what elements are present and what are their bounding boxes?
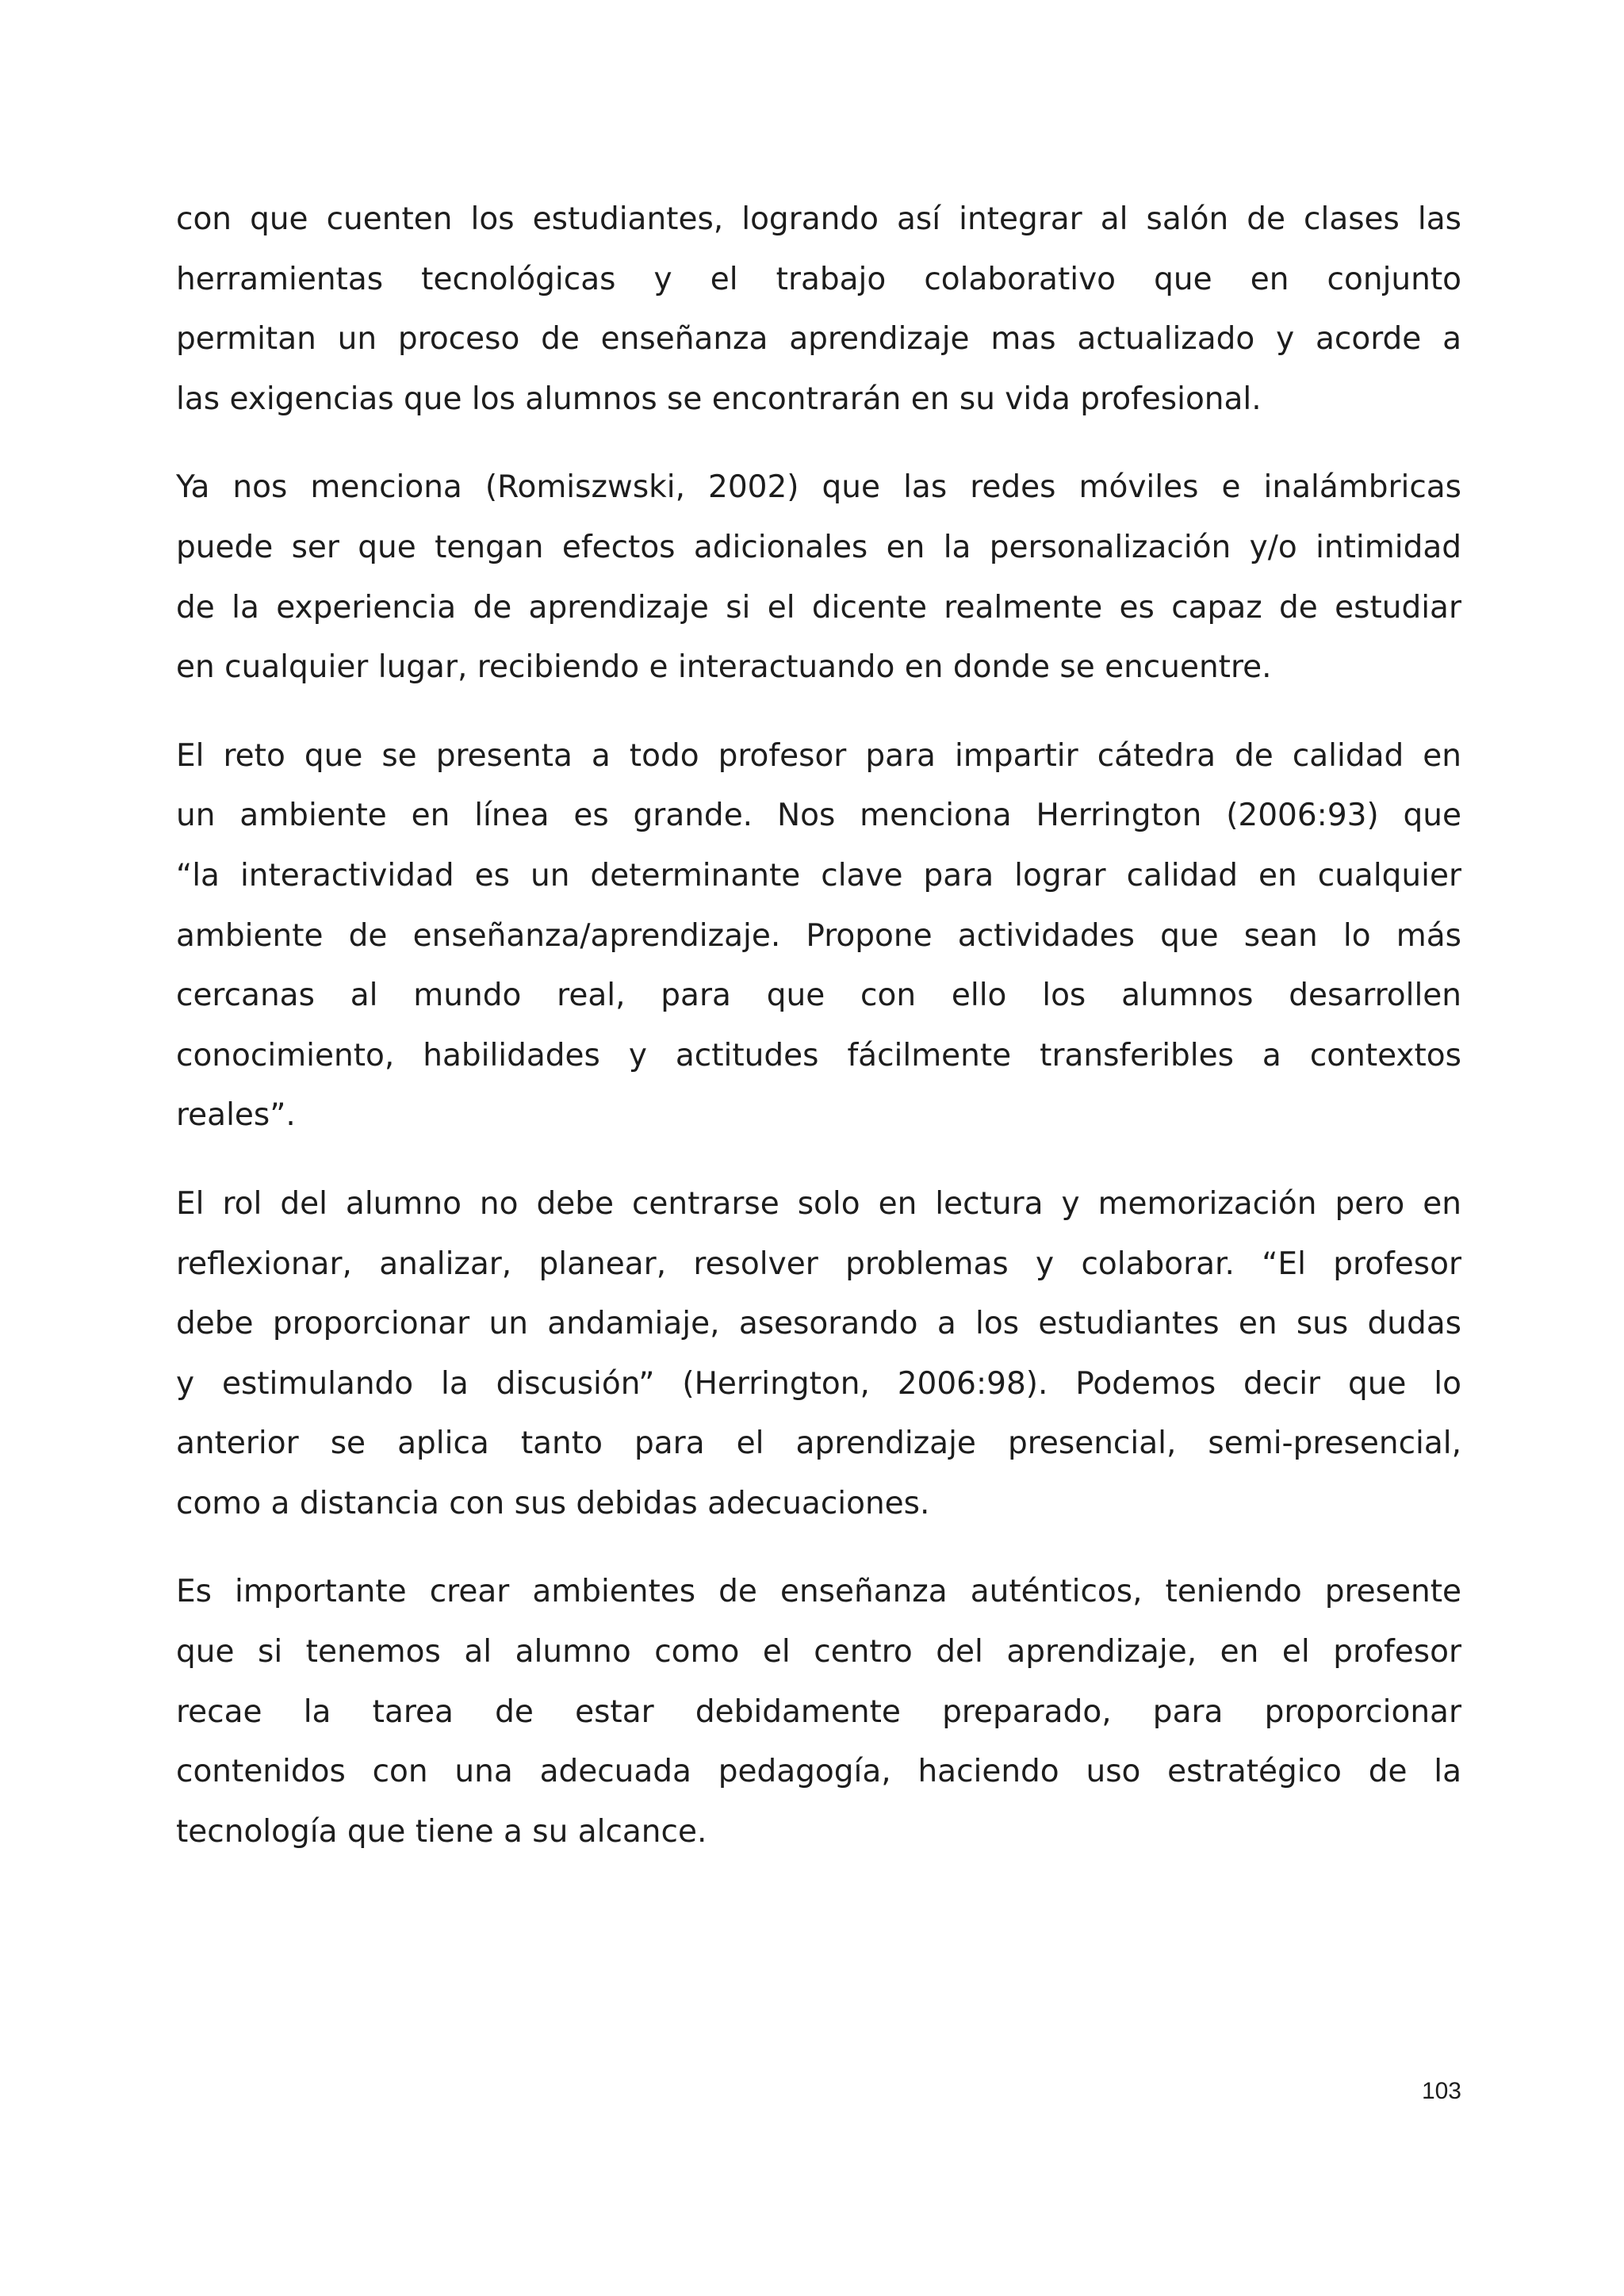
- text-line: con que cuenten los estudiantes, logrando así integrar al salón de clases las: [176, 201, 1461, 237]
- text-line: Ya nos menciona (Romiszwski, 2002) que las redes móviles e inalámbricas: [176, 469, 1461, 506]
- text-line: que si tenemos al alumno como el centro del aprendizaje, en el profesor: [176, 1634, 1461, 1670]
- paragraph: [176, 726, 1461, 1146]
- text-line: conocimiento, habilidades y actitudes fácilmente transferibles a contextos: [176, 1037, 1461, 1073]
- text-line: un ambiente en línea es grande. Nos menciona Herrington (2006:93) que: [176, 798, 1461, 834]
- text-line: recae la tarea de estar debidamente preparado, para proporcionar: [176, 1693, 1461, 1730]
- text-line: reales”.: [176, 1097, 296, 1134]
- paragraph: [176, 189, 1461, 429]
- text-line: en cualquier lugar, recibiendo e interactuando en donde se encuentre.: [176, 649, 1272, 686]
- text-line: de la experiencia de aprendizaje si el dicente realmente es capaz de estudiar: [176, 589, 1461, 626]
- text-line: ambiente de enseñanza/aprendizaje. Propone actividades que sean lo más: [176, 917, 1461, 954]
- text-line: herramientas tecnológicas y el trabajo colaborativo que en conjunto: [176, 261, 1461, 297]
- paragraph: [176, 1174, 1461, 1534]
- text-line: permitan un proceso de enseñanza aprendizaje mas actualizado y acorde a: [176, 321, 1461, 358]
- text-line: contenidos con una adecuada pedagogía, haciendo uso estratégico de la: [176, 1754, 1461, 1790]
- text-line: las exigencias que los alumnos se encontrarán en su vida profesional.: [176, 381, 1262, 417]
- text-line: como a distancia con sus debidas adecuaciones.: [176, 1485, 930, 1521]
- body-text: [176, 189, 1461, 1890]
- text-line: reflexionar, analizar, planear, resolver problemas y colaborar. “El profesor: [176, 1246, 1461, 1282]
- text-line: El reto que se presenta a todo profesor para impartir cátedra de calidad en: [176, 737, 1461, 774]
- page-number: 103: [1421, 2078, 1461, 2104]
- paragraph: [176, 1562, 1461, 1862]
- text-line: El rol del alumno no debe centrarse solo en lectura y memorización pero en: [176, 1185, 1461, 1222]
- paragraph: [176, 457, 1461, 697]
- text-line: tecnología que tiene a su alcance.: [176, 1813, 707, 1850]
- text-line: cercanas al mundo real, para que con ello los alumnos desarrollen: [176, 978, 1461, 1014]
- text-line: anterior se aplica tanto para el aprendizaje presencial, semi-presencial,: [176, 1425, 1461, 1462]
- text-line: “la interactividad es un determinante clave para lograr calidad en cualquier: [176, 857, 1461, 894]
- text-line: puede ser que tengan efectos adicionales en la personalización y/o intimidad: [176, 529, 1461, 565]
- text-line: debe proporcionar un andamiaje, asesorando a los estudiantes en sus dudas: [176, 1306, 1461, 1342]
- text-line: Es importante crear ambientes de enseñanza auténticos, teniendo presente: [176, 1574, 1461, 1610]
- text-line: y estimulando la discusión” (Herrington, 2006:98). Podemos decir que lo: [176, 1365, 1461, 1402]
